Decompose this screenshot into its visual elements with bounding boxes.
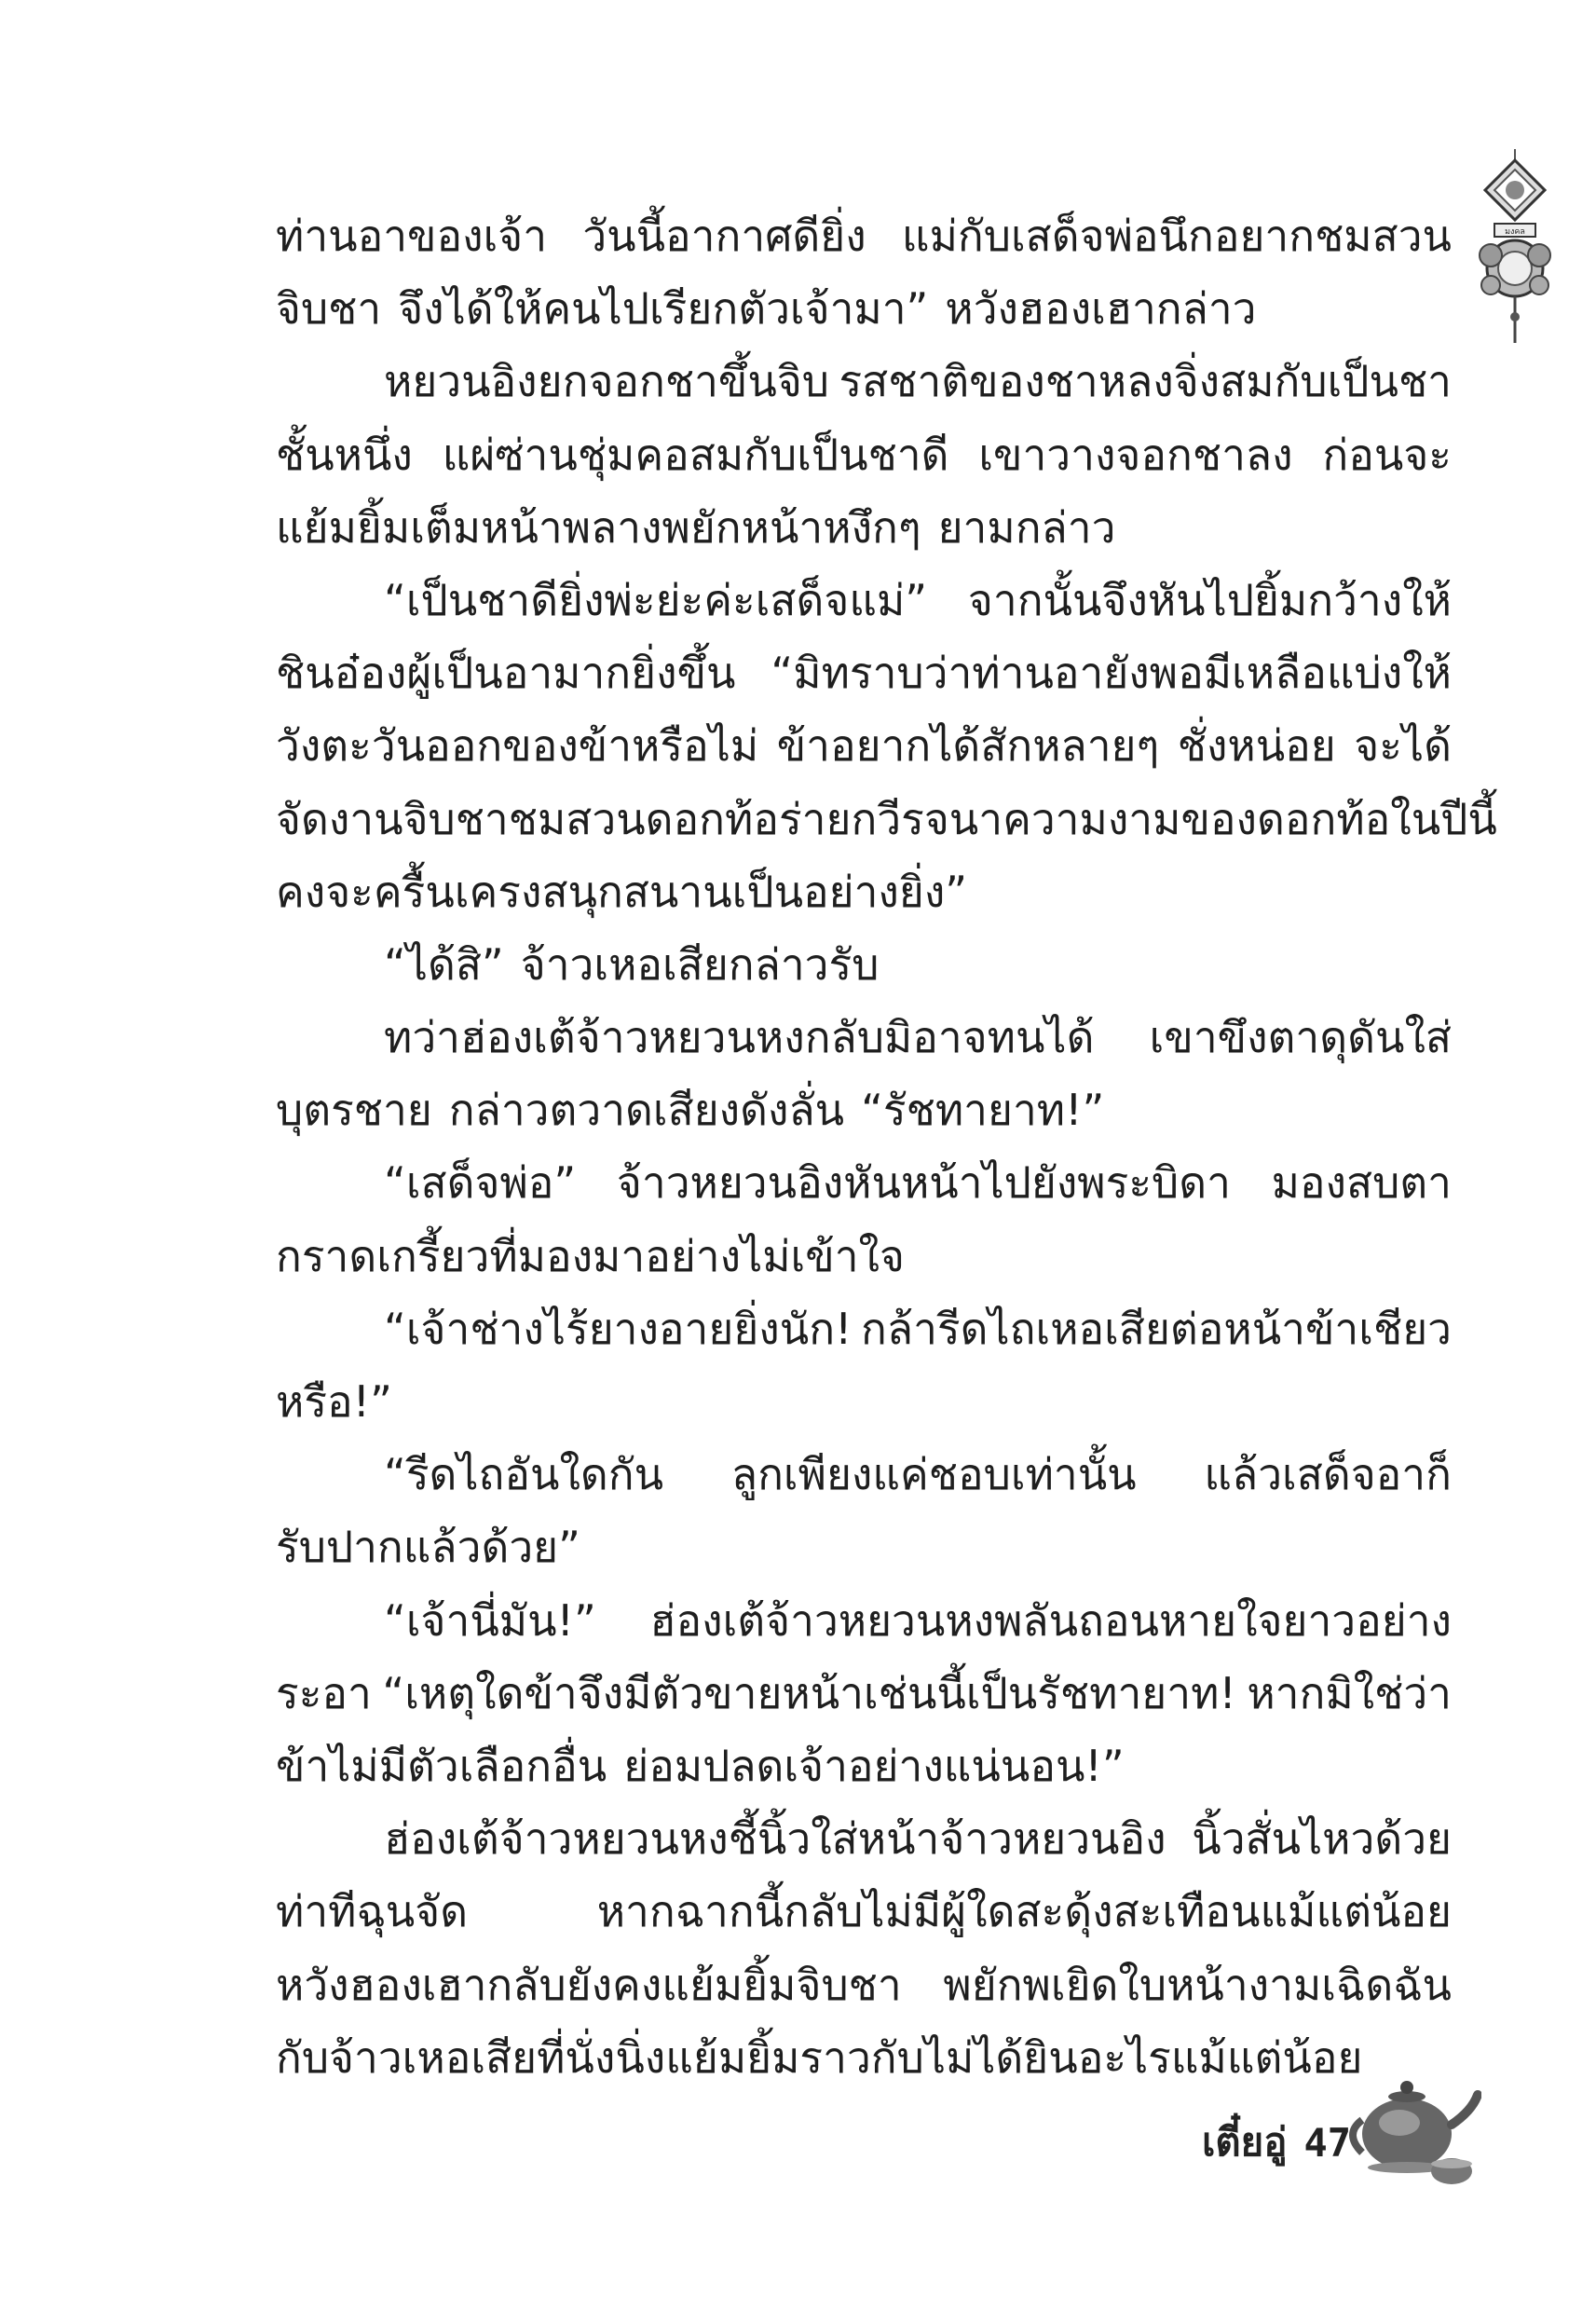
text-segment: กับจ้าวเหอเสียที่นั่งนิ่งแย้มยิ้มราวกับไม่ได้ยินอะไรแม้แต่น้อย — [276, 2031, 1363, 2083]
text-line — [276, 1292, 1452, 1365]
text-segment: วังตะวันออกของข้าหรือไม่ — [276, 720, 759, 772]
text-segment: ข้าอยากได้สักหลายๆ — [776, 720, 1160, 772]
text-segment: แล้วเสด็จอาก็ — [1204, 1449, 1452, 1500]
page-number: 47 — [1303, 2119, 1352, 2166]
text-segment: นิ้วสั่นไหวด้วย — [1192, 1813, 1452, 1865]
text-segment: “เจ้าช่างไร้ยางอายยิ่งนัก! — [384, 1303, 853, 1354]
text-line — [276, 199, 1452, 272]
text-segment: ท่านอาของเจ้า — [276, 211, 548, 261]
text-line — [276, 1802, 1452, 1875]
text-line — [276, 1073, 1452, 1146]
text-segment: “เหตุใดข้าจึงมีตัวขายหน้าเช่นนี้เป็นรัชทายาท! — [382, 1667, 1236, 1718]
text-segment: ฮ่องเต้จ้าวหยวนหงพลันถอนหายใจยาวอย่าง — [649, 1594, 1452, 1646]
text-segment: หวังฮองเฮากล่าว — [945, 283, 1257, 335]
text-line — [276, 1146, 1452, 1219]
text-line — [276, 1220, 1452, 1292]
text-line — [276, 783, 1497, 855]
text-segment: หรือ!” — [276, 1376, 392, 1427]
decorative-ornament-icon — [1470, 149, 1560, 345]
body-text — [276, 199, 1497, 2094]
text-segment: ลูกเพียงแค่ชอบเท่านั้น — [730, 1449, 1137, 1500]
text-line — [276, 1438, 1452, 1511]
text-line — [276, 1730, 1452, 1802]
text-line — [276, 1875, 1452, 1948]
text-segment: หวังฮองเฮากลับยังคงแย้มยิ้มจิบชา — [276, 1959, 902, 2010]
text-segment: ระอา — [276, 1667, 372, 1718]
text-line — [276, 272, 1452, 345]
text-segment: รสชาติของชาหลงจิ่งสมกับเป็นชา — [839, 356, 1452, 407]
text-segment: กล่าวตวาดเสียงดังลั่น — [448, 1085, 845, 1136]
text-segment: ย่อมปลดเจ้าอย่างแน่นอน!” — [623, 1740, 1125, 1791]
text-segment: ชั้นหนึ่ง — [276, 429, 413, 480]
text-segment: แย้มยิ้มเต็มหน้าพลางพยักหน้าหงึกๆ — [276, 501, 921, 553]
text-segment: จากนั้นจึงหันไปยิ้มกว้างให้ — [967, 574, 1452, 625]
svg-text:มงคล: มงคล — [1505, 227, 1525, 237]
text-segment: “เจ้านี่มัน!” — [384, 1594, 596, 1646]
text-segment: จิบชา — [276, 283, 382, 335]
text-segment: กราดเกรี้ยวที่มองมาอย่างไม่เข้าใจ — [276, 1230, 905, 1281]
text-line — [276, 1584, 1452, 1657]
text-segment: กล้ารีดไถเหอเสียต่อหน้าข้าเชียว — [861, 1303, 1452, 1354]
text-segment: พยักพเยิดใบหน้างามเฉิดฉัน — [943, 1959, 1452, 2010]
text-segment: หากมิใช่ว่า — [1247, 1667, 1452, 1718]
text-line — [276, 418, 1452, 491]
text-segment: จะได้ — [1354, 720, 1452, 772]
text-segment: หยวนอิงยกจอกชาขึ้นจิบ — [384, 356, 829, 407]
text-line — [276, 709, 1452, 782]
text-line — [276, 1949, 1452, 2021]
text-line — [276, 1001, 1452, 1073]
text-segment: จึงได้ให้คนไปเรียกตัวเจ้ามา” — [398, 283, 929, 335]
page-footer — [1202, 2110, 1351, 2175]
text-segment: ข้าไม่มีตัวเลือกอื่น — [276, 1740, 607, 1791]
teapot-icon — [1342, 2069, 1481, 2190]
text-segment: จัดงานจิบชาชมสวนดอกท้อ — [276, 793, 779, 844]
text-segment: มองสบตา — [1271, 1157, 1452, 1209]
text-segment: ชั่งหน่อย — [1177, 720, 1336, 772]
text-line — [276, 1365, 1452, 1438]
text-segment: หากฉากนี้กลับไม่มีผู้ใดสะดุ้งสะเทือนแม้แต่น้อย — [596, 1886, 1452, 1937]
text-segment: คงจะครื้นเครงสนุกสนานเป็นอย่างยิ่ง” — [276, 866, 968, 917]
text-segment: ท่าทีฉุนจัด — [276, 1886, 469, 1937]
text-segment: เขาวางจอกชาลง — [978, 429, 1293, 480]
text-segment: แผ่ซ่านชุ่มคอสมกับเป็นชาดี — [442, 429, 949, 480]
text-line — [276, 564, 1452, 636]
text-line — [276, 491, 1452, 564]
text-segment: “รัชทายาท!” — [861, 1085, 1105, 1136]
text-segment: จ้าวหยวนอิงหันหน้าไปยังพระบิดา — [616, 1157, 1231, 1209]
text-segment: บุตรชาย — [276, 1085, 432, 1136]
text-segment: ร่ายกวีรจนาความงามของดอกท้อในปีนี้ — [778, 793, 1497, 844]
text-segment: ก่อนจะ — [1322, 429, 1452, 480]
text-segment: “ได้สิ” — [384, 938, 504, 990]
text-segment: แม่กับเสด็จพ่อนึกอยากชมสวน — [901, 211, 1452, 261]
text-line — [276, 855, 1452, 928]
text-segment: ชินอ๋องผู้เป็นอามากยิ่งขึ้น — [276, 648, 736, 699]
text-line — [276, 928, 1452, 1001]
text-segment: ฮ่องเต้จ้าวหยวนหงชี้นิ้วใส่หน้าจ้าวหยวนอิง — [384, 1813, 1166, 1865]
text-line — [276, 636, 1452, 709]
text-segment: รับปากแล้วด้วย” — [276, 1522, 580, 1573]
text-line — [276, 2021, 1452, 2094]
text-segment: “รีดไถอันใดกัน — [384, 1449, 664, 1500]
text-segment: ทว่าฮ่องเต้จ้าวหยวนหงกลับมิอาจทนได้ — [384, 1012, 1095, 1063]
text-line — [276, 1657, 1452, 1730]
text-line — [276, 1511, 1452, 1583]
text-segment: ยามกล่าว — [937, 501, 1116, 553]
text-segment: “เป็นชาดียิ่งพ่ะย่ะค่ะเสด็จแม่” — [384, 574, 928, 625]
text-segment: “มิทราบว่าท่านอายังพอมีเหลือแบ่งให้ — [771, 648, 1452, 699]
book-title: เตี๋ยอู่ — [1202, 2119, 1288, 2165]
text-line — [276, 345, 1452, 417]
text-segment: “เสด็จพ่อ” — [384, 1157, 577, 1209]
text-segment: เขาขึงตาดุดันใส่ — [1149, 1012, 1452, 1063]
text-segment: จ้าวเหอเสียกล่าวรับ — [520, 938, 880, 990]
text-segment: วันนี้อากาศดียิ่ง — [582, 211, 866, 261]
